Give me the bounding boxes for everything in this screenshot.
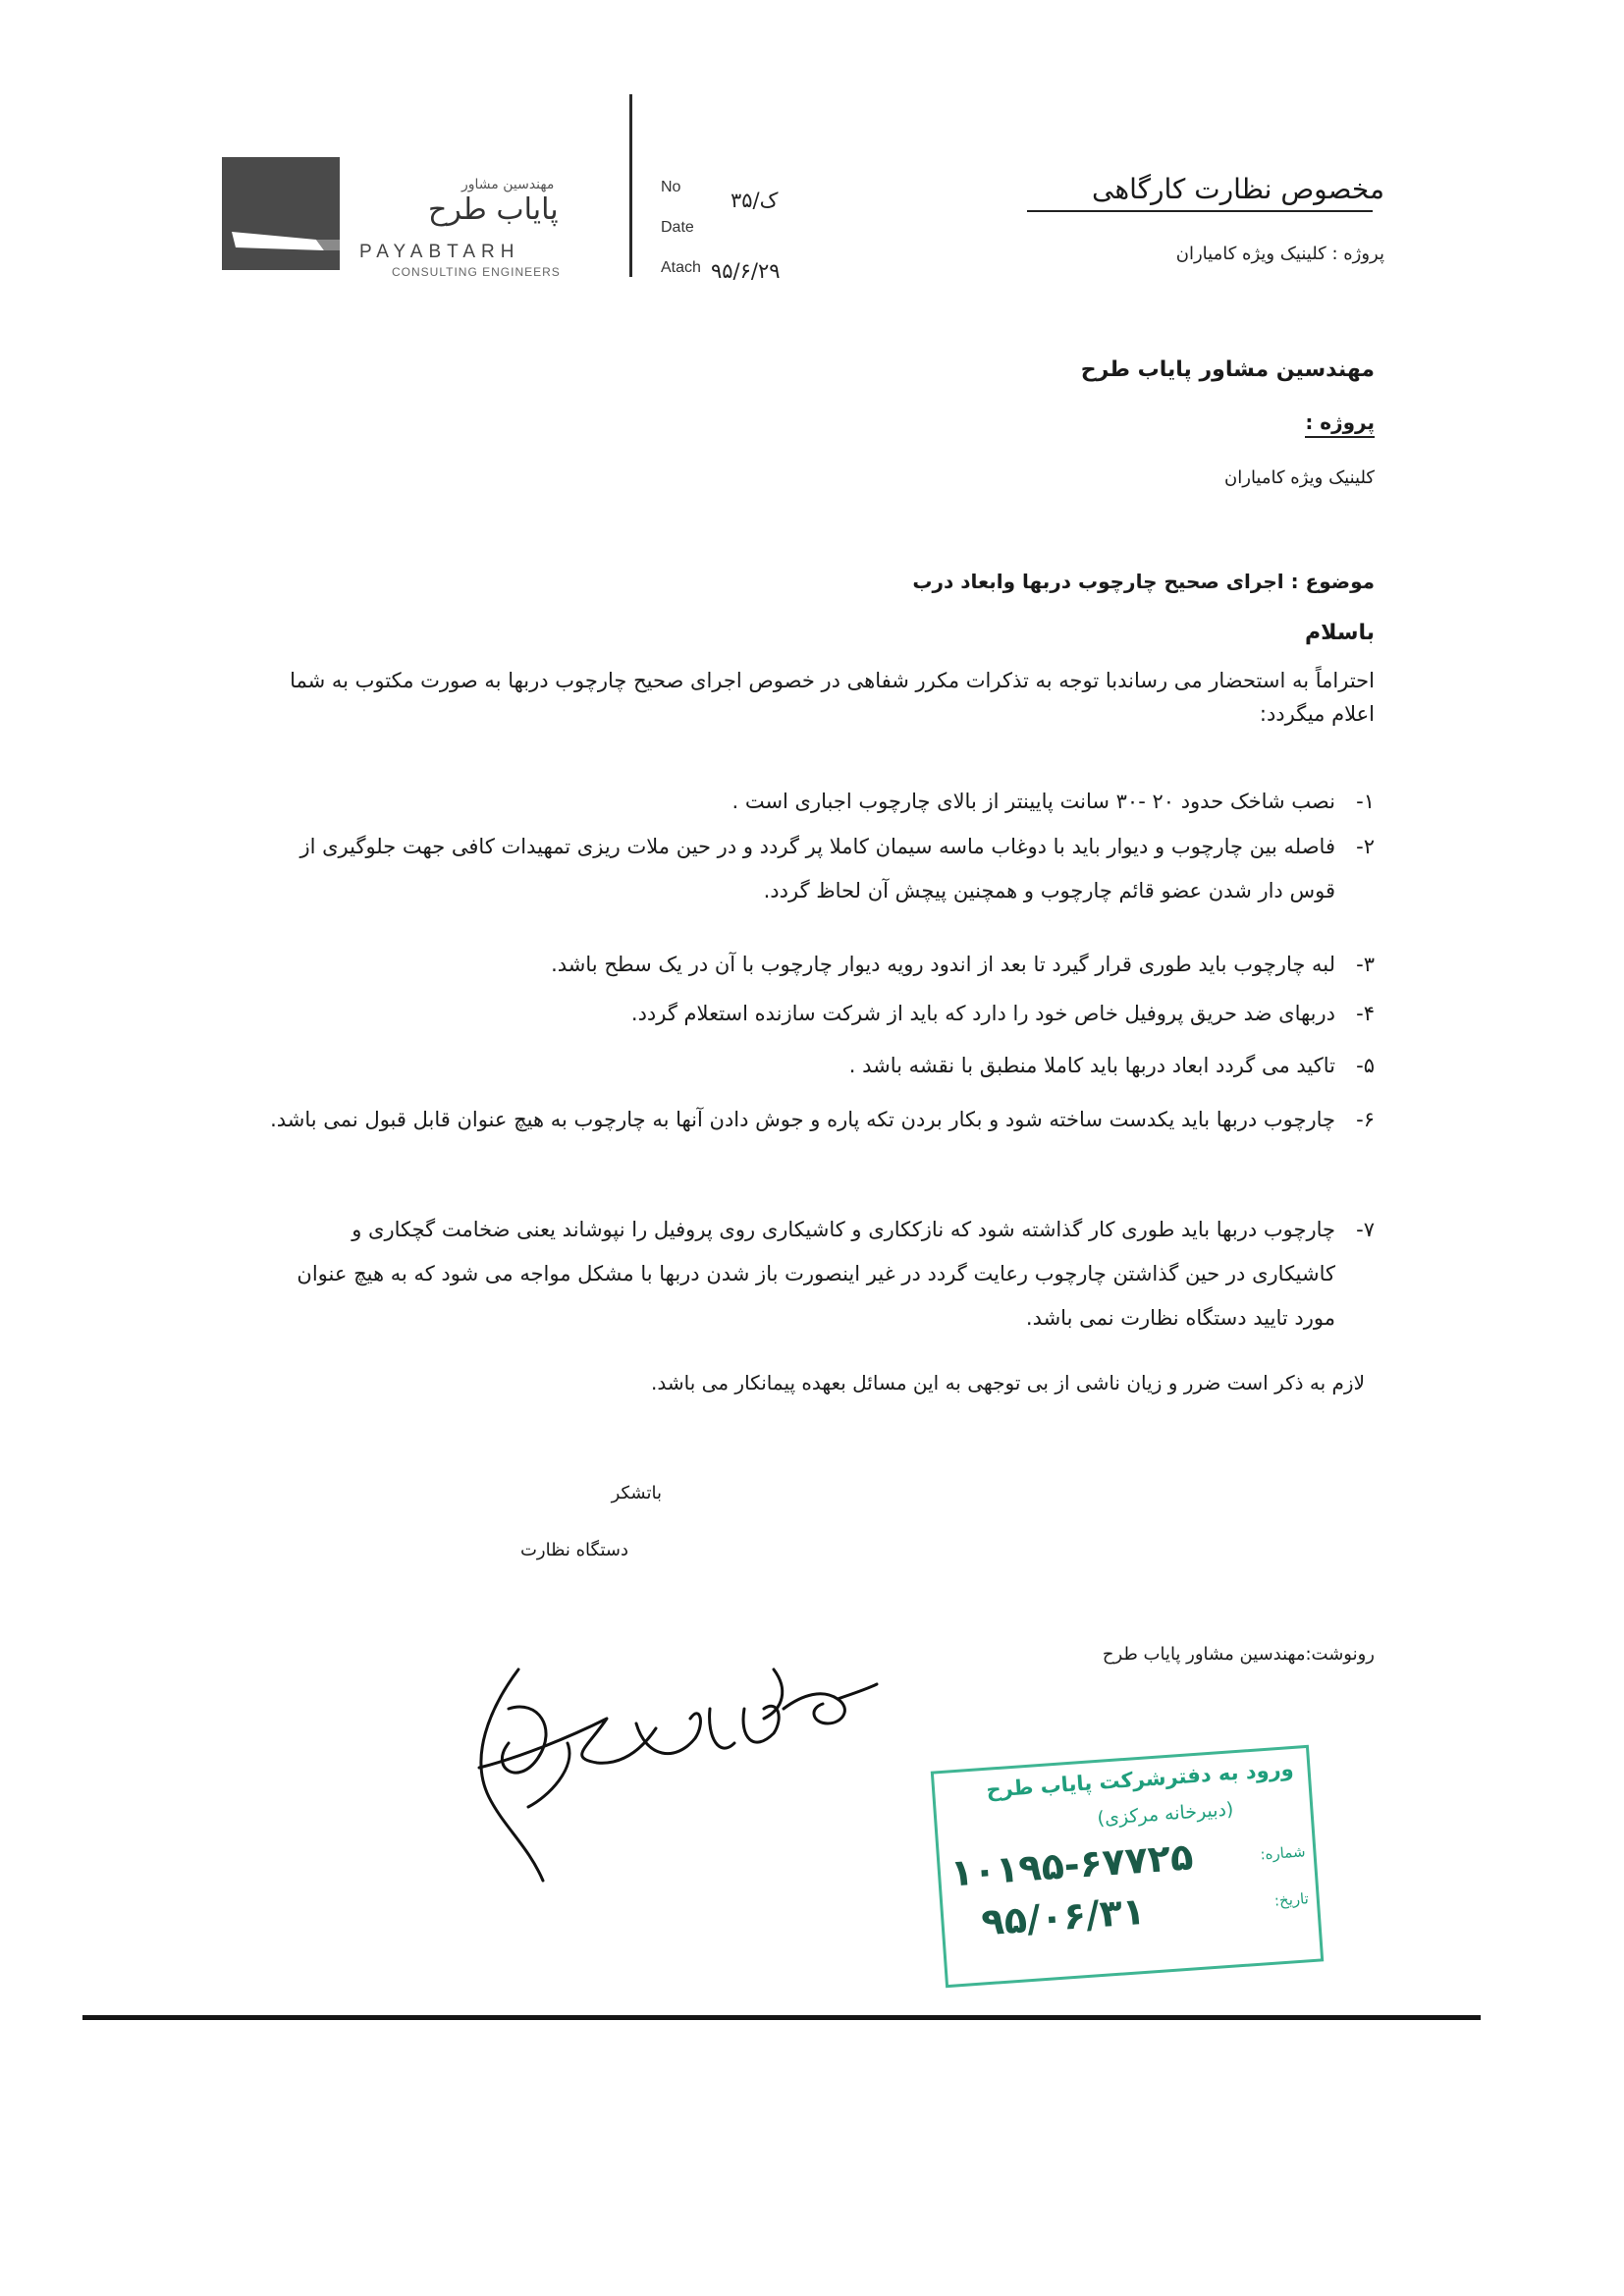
stamp-date-value: ۹۵/۰۶/۳۱ <box>980 1888 1147 1944</box>
stamp-subtitle: (دبیرخانه مرکزی) <box>1096 1798 1234 1830</box>
list-item-text: دربهای ضد حریق پروفیل خاص خود را دارد که باید از شرکت سازنده استعلام گردد. <box>630 1002 1335 1025</box>
list-item <box>265 1208 1375 1340</box>
handwritten-signature <box>450 1650 882 1895</box>
list-item-text: فاصله بین چارچوب و دیوار باید با دوغاب ماسه سیمان کاملا پر گردد و در حین ملات ریزی تمهیدات کافی جهت جلوگیری از قوس دار شدن عضو قائم چارچوب و همچنین پیچش آن لحاظ گردد. <box>299 835 1335 902</box>
intro-paragraph: احتراماً به استحضار می رساندبا توجه به تذکرات مکرر شفاهی در خصوص اجرای صحیح چارچوب دربها به صورت مکتوب به شما اعلام میگردد: <box>290 669 1375 726</box>
company-logo-icon <box>222 157 340 270</box>
list-item-text: چارچوب دربها باید طوری کار گذاشته شود که نازککاری و کاشیکاری روی پروفیل را نپوشاند یعنی ضخامت گچکاری و کاشیکاری در حین گذاشتن چارچوب رعایت گردد در غیر اینصورت باز شدن دربها با مشکل مواجه می شود که به هیچ عنوان مورد تایید دستگاه نظارت نمی باشد. <box>297 1218 1335 1330</box>
letter-number: ۳۵/ک <box>731 189 779 212</box>
no-label: No <box>661 179 681 195</box>
project-name: کلینیک ویژه کامیاران <box>1224 467 1375 488</box>
list-item <box>265 1044 1375 1088</box>
list-item-number: ۶- <box>1356 1108 1375 1131</box>
list-item-number: ۱- <box>1356 790 1375 813</box>
date-label: Date <box>661 219 694 236</box>
logo-tagline-fa: مهندسین مشاور <box>461 177 555 192</box>
footer-divider <box>82 2015 1481 2020</box>
letter-date: ۹۵/۶/۲۹ <box>711 259 781 283</box>
list-item <box>265 825 1375 913</box>
list-item-text: تاکید می گردد ابعاد دربها باید کاملا منطبق با نقشه باشد . <box>848 1054 1335 1077</box>
list-item <box>265 992 1375 1036</box>
list-item <box>265 943 1375 987</box>
logo-name-en: PAYABTARH <box>359 242 520 262</box>
carbon-copy: رونوشت:مهندسین مشاور پایاب طرح <box>1102 1644 1375 1665</box>
header-divider <box>629 94 632 277</box>
sender-department: دستگاه نظارت <box>519 1540 628 1560</box>
list-item-text: لبه چارچوب باید طوری قرار گیرد تا بعد از اندود رویه دیوار چارچوب با آن در یک سطح باشد. <box>551 953 1335 976</box>
recipient-org: مهندسین مشاور پایاب طرح <box>1080 357 1375 382</box>
stamp-number-label: شماره: <box>1259 1842 1307 1864</box>
logo-name-fa: پایاب طرح <box>428 192 559 227</box>
list-item-number: ۵- <box>1356 1054 1375 1077</box>
list-item-text: چارچوب دربها باید یکدست ساخته شود و بکار بردن تکه پاره و جوش دادن آنها به چارچوب به هیچ عنوان قابل قبول نمی باشد. <box>270 1108 1335 1131</box>
list-item-number: ۳- <box>1356 953 1375 976</box>
letter-subject: موضوع : اجرای صحیح چارچوب دربها وابعاد درب <box>912 570 1375 593</box>
project-label: پروژه : <box>1305 410 1375 438</box>
greeting: باسلام <box>1305 621 1375 645</box>
list-item-number: ۷- <box>1356 1218 1375 1241</box>
logo-subtitle-en: CONSULTING ENGINEERS <box>392 265 561 279</box>
atach-label: Atach <box>661 259 701 276</box>
thanks-text: باتشکر <box>611 1483 662 1503</box>
stamp-number-value: ۱۰۱۹۵-۶۷۷۲۵ <box>948 1834 1195 1895</box>
list-item-number: ۴- <box>1356 1002 1375 1025</box>
header-project: پروژه : کلینیک ویژه کامیاران <box>1175 244 1384 264</box>
list-item <box>265 1098 1375 1142</box>
closing-note: لازم به ذکر است ضرر و زیان ناشی از بی توجهی به این مسائل بعهده پیمانکار می باشد. <box>651 1371 1365 1394</box>
entry-stamp <box>931 1745 1324 1988</box>
list-item-text: نصب شاخک حدود ۲۰ -۳۰ سانت پایینتر از بالای چارچوب اجباری است . <box>731 790 1335 813</box>
stamp-date-label: تاریخ: <box>1273 1889 1310 1910</box>
list-item-number: ۲- <box>1356 835 1375 858</box>
list-item <box>265 780 1375 824</box>
header-title-underline <box>1027 210 1373 212</box>
header-title: مخصوص نظارت کارگاهی <box>1092 173 1384 205</box>
stamp-title: ورود به دفترشرکت پایاب طرح <box>985 1756 1295 1802</box>
